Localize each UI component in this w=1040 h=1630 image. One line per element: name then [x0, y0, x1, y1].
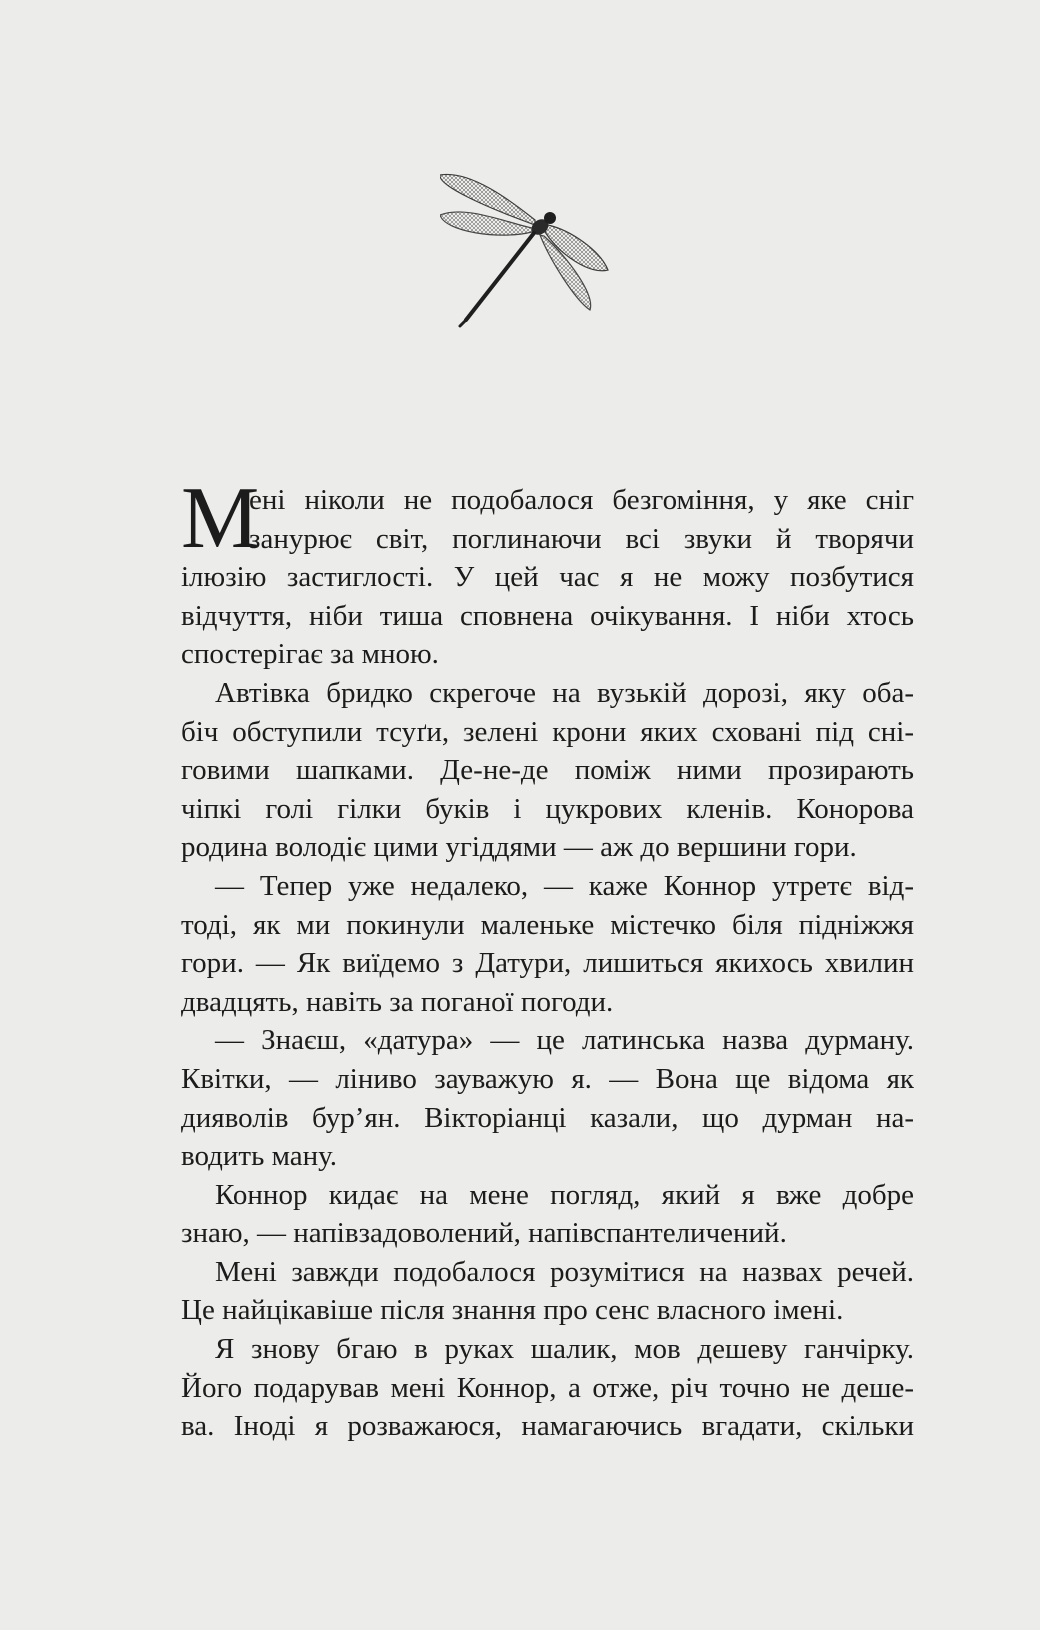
text-line: ва. Іноді я розважаюся, намагаючись вгадати, скільки — [181, 1410, 914, 1443]
text-line: Мені завжди подобалося розумітися на назвах речей. — [215, 1255, 914, 1288]
text-line: Квітки, — ліниво зауважую я. — Вона ще відома як — [181, 1062, 914, 1095]
text-line: говими шапками. Де-не-де поміж ними прозирають — [181, 754, 914, 787]
text-line: Автівка бридко скрегоче на вузькій дорозі, яку оба- — [215, 676, 914, 709]
text-line: ені ніколи не подобалося безгоміння, у яке сніг — [249, 484, 914, 516]
text-line: родина володіє цими угіддями — аж до вершини гори. — [181, 831, 857, 864]
text-line: водить ману. — [181, 1140, 337, 1173]
text-line: — Знаєш, «датура» — це латинська назва дурману. — [215, 1024, 914, 1057]
text-line: знаю, — напівзадоволений, напівспантеличений. — [181, 1217, 787, 1250]
dragonfly-icon — [440, 170, 640, 345]
text-line: відчуття, ніби тиша сповнена очікування. І ніби хтось — [181, 599, 914, 632]
text-line: двадцять, навіть за поганої погоди. — [181, 985, 614, 1018]
text-line: дияволів бур’ян. Вікторіанці казали, що дурман на- — [181, 1101, 914, 1134]
text-lines — [181, 481, 914, 1446]
text-line: ілюзію застиглості. У цей час я не можу позбутися — [181, 561, 914, 594]
text-line: Я знову бгаю в руках шалик, мов дешеву ганчірку. — [215, 1333, 914, 1366]
text-line: тоді, як ми покинули маленьке містечко біля підніжжя — [181, 908, 914, 941]
text-line: — Тепер уже недалеко, — каже Коннор утретє від- — [215, 869, 914, 902]
text-line: біч обступили тсуґи, зелені крони яких сховані під сні- — [181, 715, 914, 748]
drop-cap: М — [181, 470, 260, 567]
text-line: Це найцікавіше після знання про сенс власного імені. — [181, 1294, 844, 1327]
text-line: гори. — Як виїдемо з Датури, лишиться якихось хвилин — [181, 947, 914, 980]
text-line: чіпкі голі гілки буків і цукрових кленів. Конорова — [181, 792, 914, 825]
text-line: Його подарував мені Коннор, а отже, річ точно не деше- — [181, 1371, 914, 1404]
body-text — [181, 470, 914, 1446]
text-line: Коннор кидає на мене погляд, який я вже добре — [215, 1178, 914, 1211]
text-line: спостерігає за мною. — [181, 638, 439, 671]
text-line: занурює світ, поглинаючи всі звуки й творячи — [249, 522, 914, 555]
